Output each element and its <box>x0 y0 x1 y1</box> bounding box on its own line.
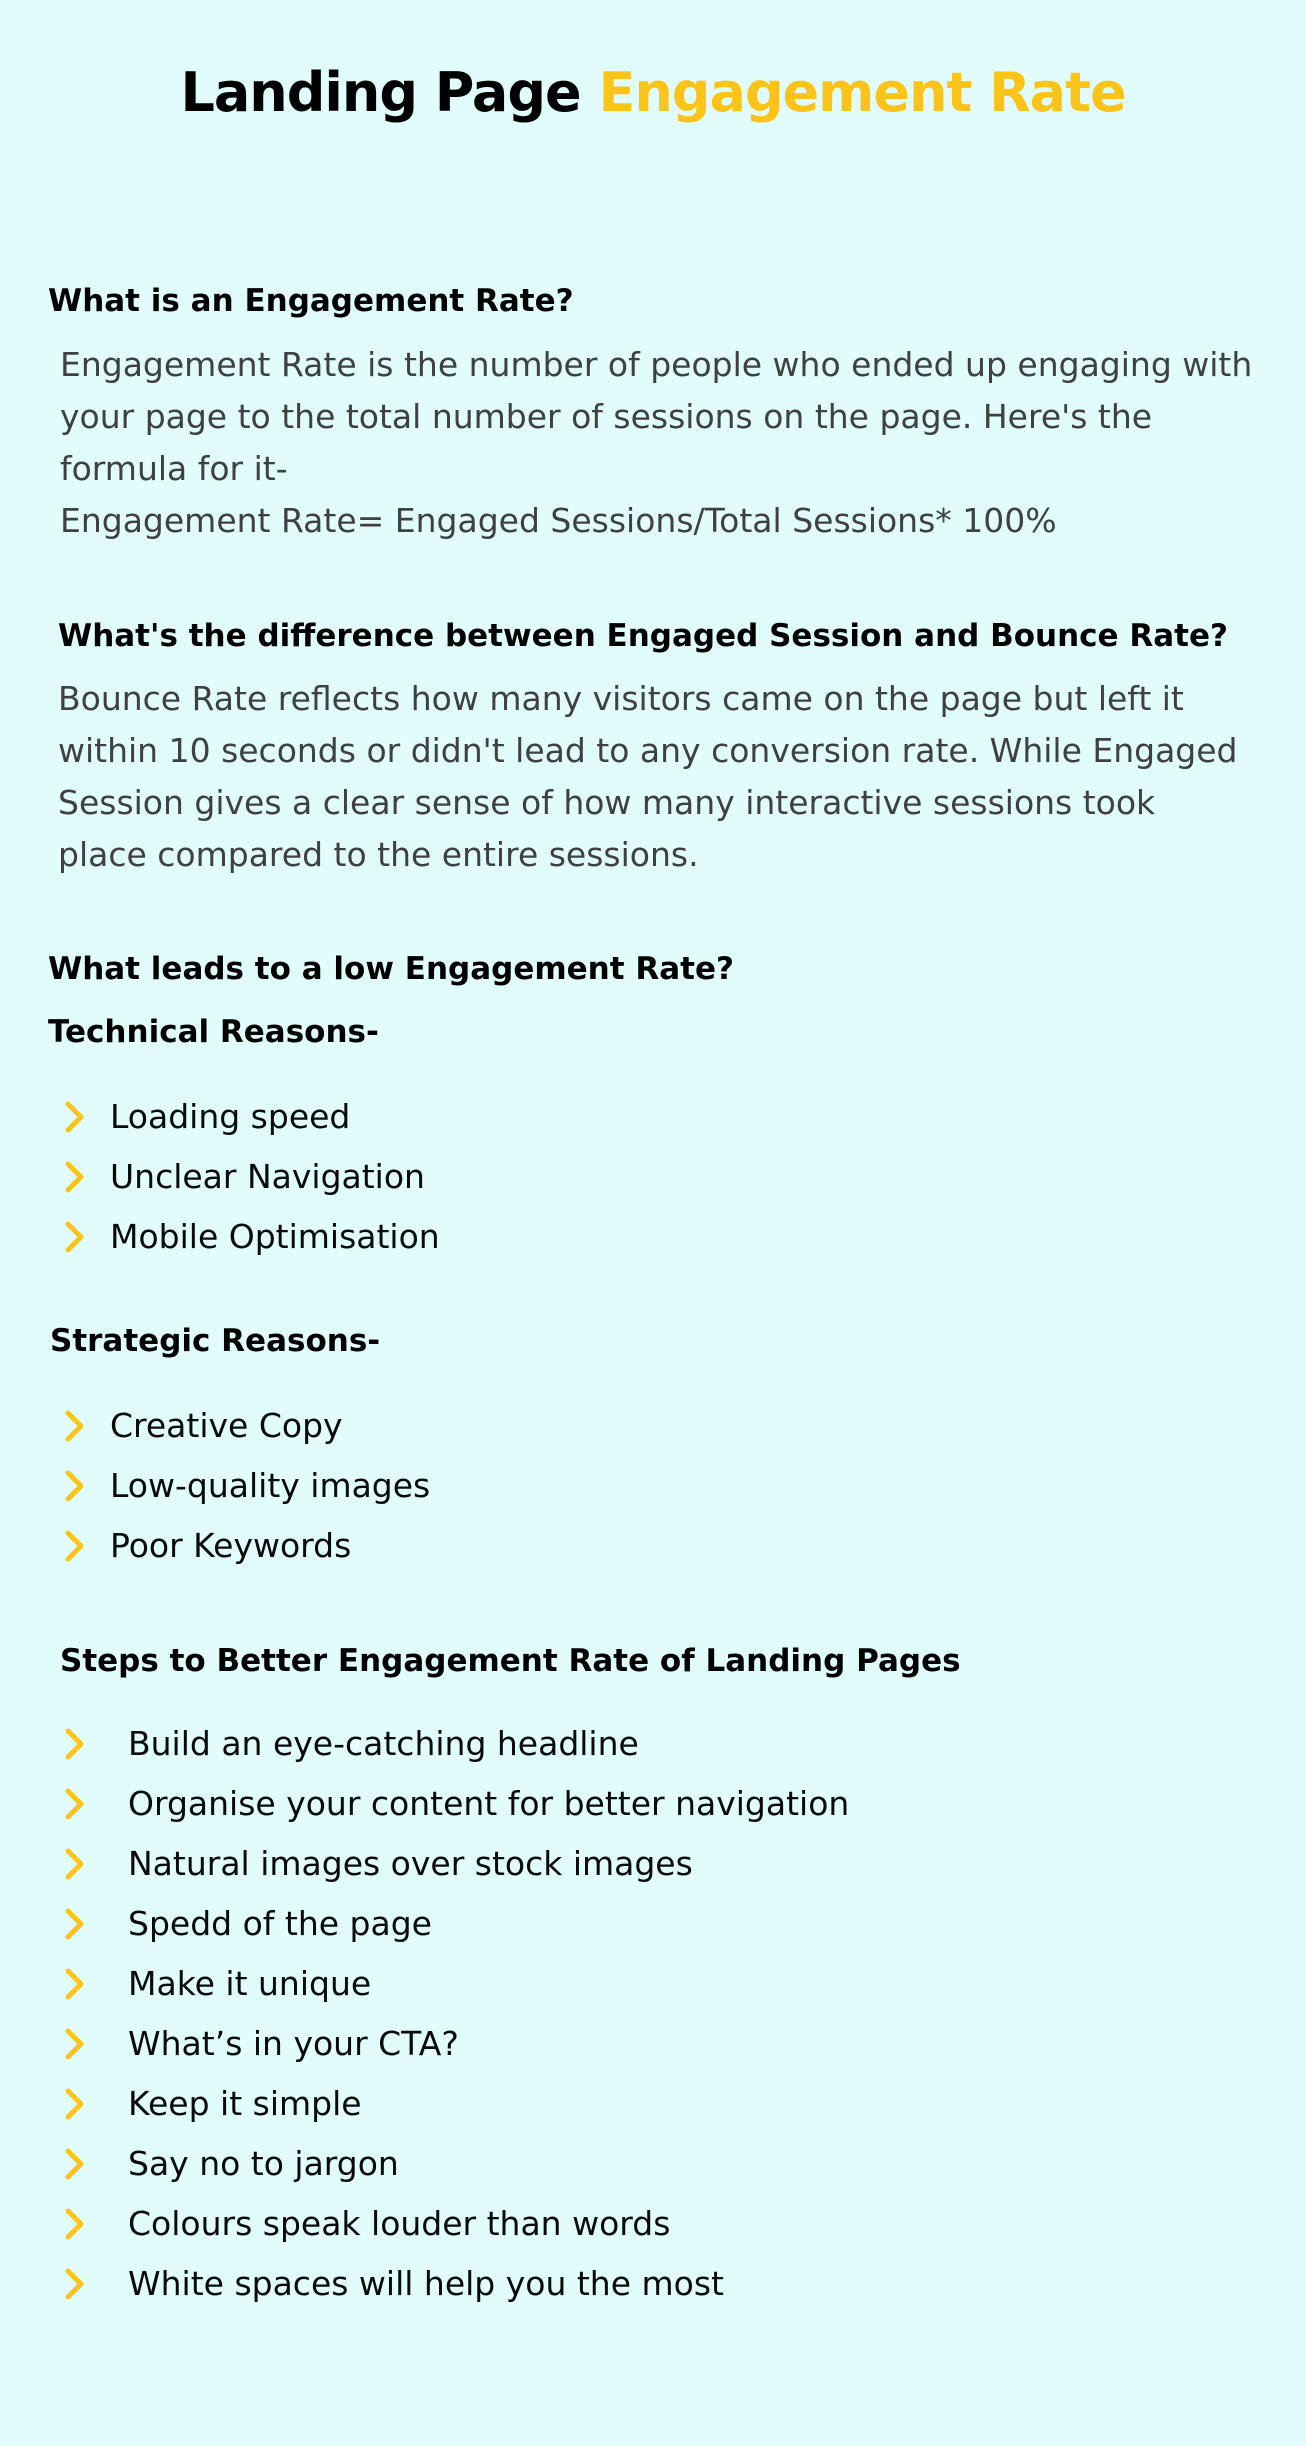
chevron-right-icon <box>62 1906 90 1942</box>
list-item-label: Organise your content for better navigation <box>128 1784 850 1823</box>
formula-text: Engagement Rate= Engaged Sessions/Total Sessions* 100% <box>60 501 1057 540</box>
list-item-label: White spaces will help you the most <box>128 2264 724 2303</box>
technical-list <box>62 1087 440 1267</box>
title-main: Landing Page <box>180 61 581 124</box>
list-item-label: Natural images over stock images <box>128 1844 693 1883</box>
list-item-label: Build an eye-catching headline <box>128 1724 639 1763</box>
list-item-label: Say no to jargon <box>128 2144 399 2183</box>
list-item-label: Keep it simple <box>128 2084 362 2123</box>
list-item-label: Colours speak louder than words <box>128 2204 671 2243</box>
list-item <box>62 1954 849 2014</box>
chevron-right-icon <box>62 2146 90 2182</box>
chevron-right-icon <box>62 1099 90 1135</box>
chevron-right-icon <box>62 1528 90 1564</box>
title-accent: Engagement Rate <box>598 61 1126 124</box>
list-item-label: Creative Copy <box>110 1406 343 1445</box>
list-item-label: Unclear Navigation <box>110 1157 425 1196</box>
list-item <box>62 2194 849 2254</box>
list-item <box>62 1834 849 1894</box>
what-is-body <box>60 339 1260 547</box>
chevron-right-icon <box>62 1468 90 1504</box>
steps-heading: Steps to Better Engagement Rate of Landing Pages <box>60 1643 961 1679</box>
list-item <box>62 1774 849 1834</box>
list-item <box>62 1894 849 1954</box>
chevron-right-icon <box>62 2026 90 2062</box>
list-item-label: Mobile Optimisation <box>110 1217 440 1256</box>
page-title <box>0 58 1306 128</box>
chevron-right-icon <box>62 1846 90 1882</box>
list-item <box>62 1396 430 1456</box>
chevron-right-icon <box>62 2266 90 2302</box>
strategic-list <box>62 1396 430 1576</box>
difference-heading: What's the difference between Engaged Session and Bounce Rate? <box>58 618 1228 654</box>
list-item <box>62 1456 430 1516</box>
chevron-right-icon <box>62 1219 90 1255</box>
technical-heading: Technical Reasons- <box>48 1014 379 1050</box>
list-item <box>62 2254 849 2314</box>
chevron-right-icon <box>62 1726 90 1762</box>
list-item <box>62 1147 440 1207</box>
list-item <box>62 1516 430 1576</box>
chevron-right-icon <box>62 1966 90 2002</box>
chevron-right-icon <box>62 1786 90 1822</box>
list-item-label: Poor Keywords <box>110 1526 352 1565</box>
chevron-right-icon <box>62 2086 90 2122</box>
list-item-label: Low-quality images <box>110 1466 431 1505</box>
list-item <box>62 1207 440 1267</box>
list-item <box>62 1714 849 1774</box>
difference-body: Bounce Rate reflects how many visitors came on the page but left it within 10 seconds or didn't lead to any conversion rate. While Engaged Session gives a clear sense of how many interactive sessions took place compared to the entire sessions. <box>58 679 1238 874</box>
chevron-right-icon <box>62 2206 90 2242</box>
chevron-right-icon <box>62 1408 90 1444</box>
chevron-right-icon <box>62 1159 90 1195</box>
what-is-text: Engagement Rate is the number of people who ended up engaging with your page to the total number of sessions on the page. Here's the formula for it- <box>60 345 1253 488</box>
list-item <box>62 1087 440 1147</box>
low-rate-heading: What leads to a low Engagement Rate? <box>48 951 734 987</box>
list-item-label: Loading speed <box>110 1097 351 1136</box>
list-item-label: Make it unique <box>128 1964 372 2003</box>
list-item <box>62 2134 849 2194</box>
steps-list <box>62 1714 849 2314</box>
list-item-label: Spedd of the page <box>128 1904 432 1943</box>
what-is-heading: What is an Engagement Rate? <box>48 283 574 319</box>
list-item <box>62 2014 849 2074</box>
list-item <box>62 2074 849 2134</box>
strategic-heading: Strategic Reasons- <box>50 1323 381 1359</box>
list-item-label: What’s in your CTA? <box>128 2024 459 2063</box>
